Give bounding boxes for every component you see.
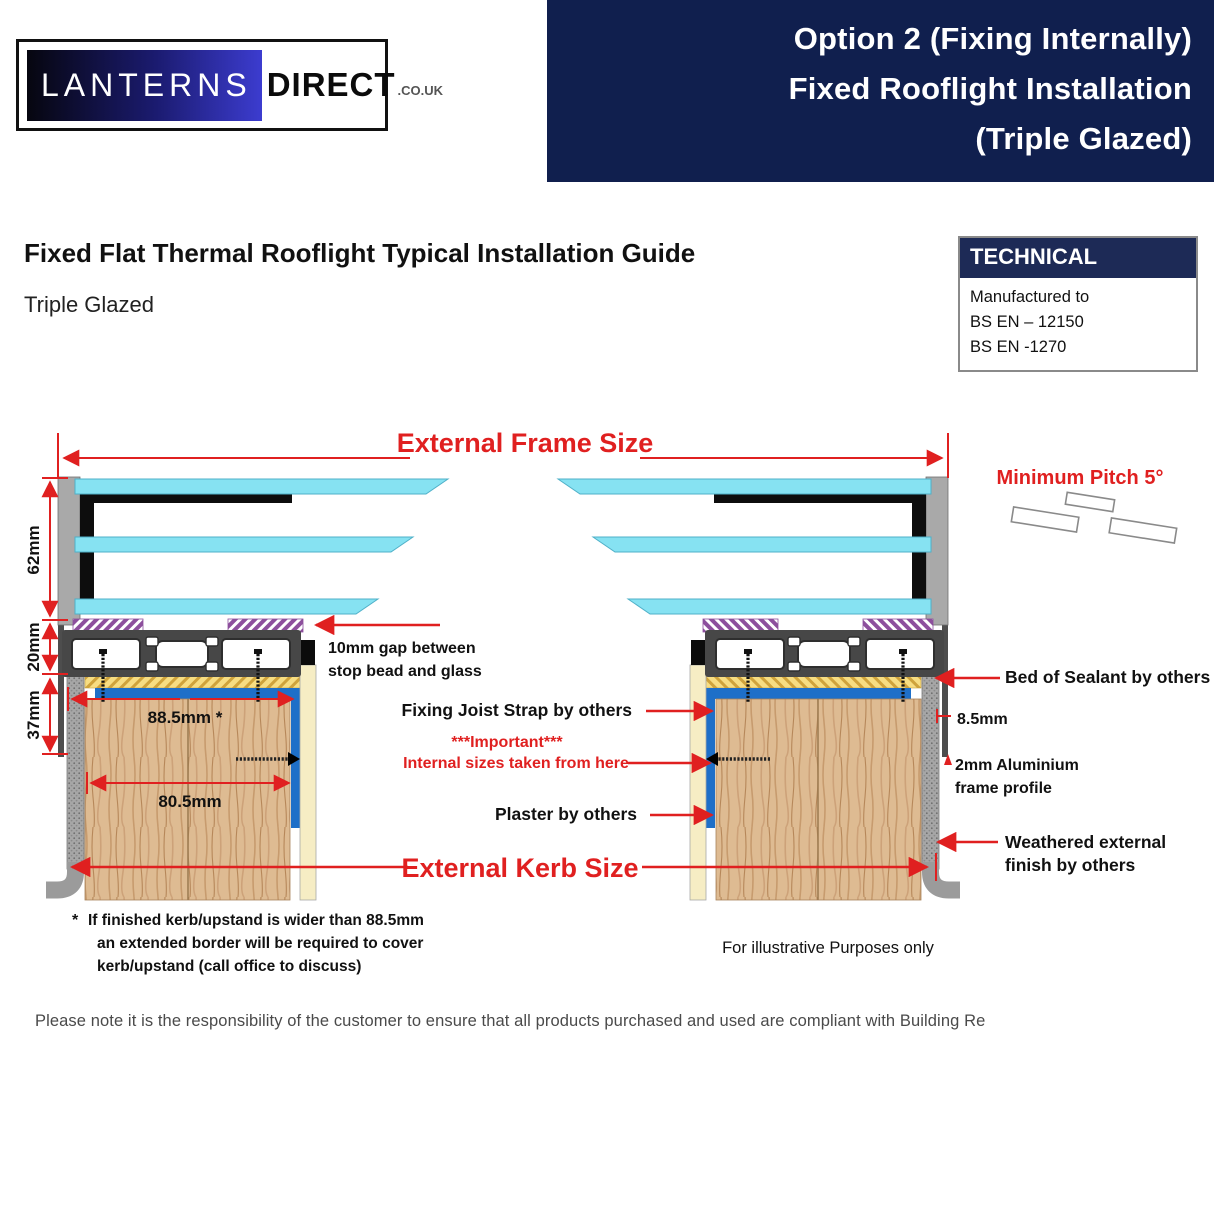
footnote-line3: kerb/upstand (call office to discuss): [97, 958, 362, 975]
alu-profile-label-line1: 2mm Aluminium: [955, 757, 1079, 774]
footnote-asterisk: *: [72, 912, 79, 929]
header-line-3: (Triple Glazed): [975, 121, 1192, 156]
gap-label-line2: stop bead and glass: [328, 663, 482, 680]
installation-cross-section-diagram: [0, 420, 1214, 1020]
dim-62mm-label: 62mm: [24, 525, 43, 575]
illustrative-label: For illustrative Purposes only: [722, 939, 934, 957]
technical-box: [958, 236, 1198, 372]
dim-37mm-label: 37mm: [24, 690, 43, 740]
technical-line-1: Manufactured to: [970, 288, 1090, 306]
footnote-line2: an extended border will be required to cover: [97, 935, 424, 952]
technical-heading: TECHNICAL: [960, 238, 1196, 278]
dim-80-5mm-label: 80.5mm: [158, 792, 222, 811]
plaster-label: Plaster by others: [495, 804, 637, 824]
cross-section-left: [46, 477, 448, 900]
header-banner: [547, 0, 1214, 182]
weathered-label-line2: finish by others: [1005, 855, 1136, 875]
joist-strap-label: Fixing Joist Strap by others: [401, 700, 632, 720]
weathered-label-line1: Weathered external: [1005, 832, 1167, 852]
alu-profile-label-line2: frame profile: [955, 780, 1052, 797]
page-title: Fixed Flat Thermal Rooflight Typical Installation Guide: [24, 238, 696, 268]
important-label: ***Important***: [451, 734, 563, 751]
min-pitch-label: Minimum Pitch 5°: [996, 467, 1164, 489]
page-subtitle: Triple Glazed: [24, 292, 155, 317]
external-frame-size-label: External Frame Size: [396, 428, 654, 458]
dim-8-5mm-label: 8.5mm: [957, 711, 1008, 728]
dim-20mm-label: 20mm: [24, 622, 43, 672]
min-pitch-icon: [1011, 492, 1176, 543]
lanterns-direct-logo: [16, 39, 444, 131]
logo-tld-text: .CO.UK: [397, 82, 444, 98]
header-line-2: Fixed Rooflight Installation: [788, 71, 1192, 106]
dim-88-5mm-label: 88.5mm *: [147, 708, 223, 727]
gap-label-line1: 10mm gap between: [328, 640, 476, 657]
logo-lanterns-text: LANTERNS: [27, 50, 262, 121]
external-kerb-size-label: External Kerb Size: [401, 853, 639, 883]
header-line-1: Option 2 (Fixing Internally): [793, 21, 1192, 56]
footnote-line1: If finished kerb/upstand is wider than 88.5mm: [88, 912, 424, 929]
cross-section-right: [558, 477, 960, 900]
logo-direct-text: DIRECT: [266, 66, 396, 103]
sealant-label: Bed of Sealant by others: [1005, 667, 1211, 687]
compliance-note: Please note it is the responsibility of the customer to ensure that all products purchased and used are compliant with Building Re: [35, 1012, 986, 1030]
internal-sizes-label: Internal sizes taken from here: [403, 755, 629, 772]
technical-line-2: BS EN – 12150: [970, 313, 1084, 331]
technical-line-3: BS EN -1270: [970, 338, 1067, 356]
technical-body: [960, 278, 1196, 370]
